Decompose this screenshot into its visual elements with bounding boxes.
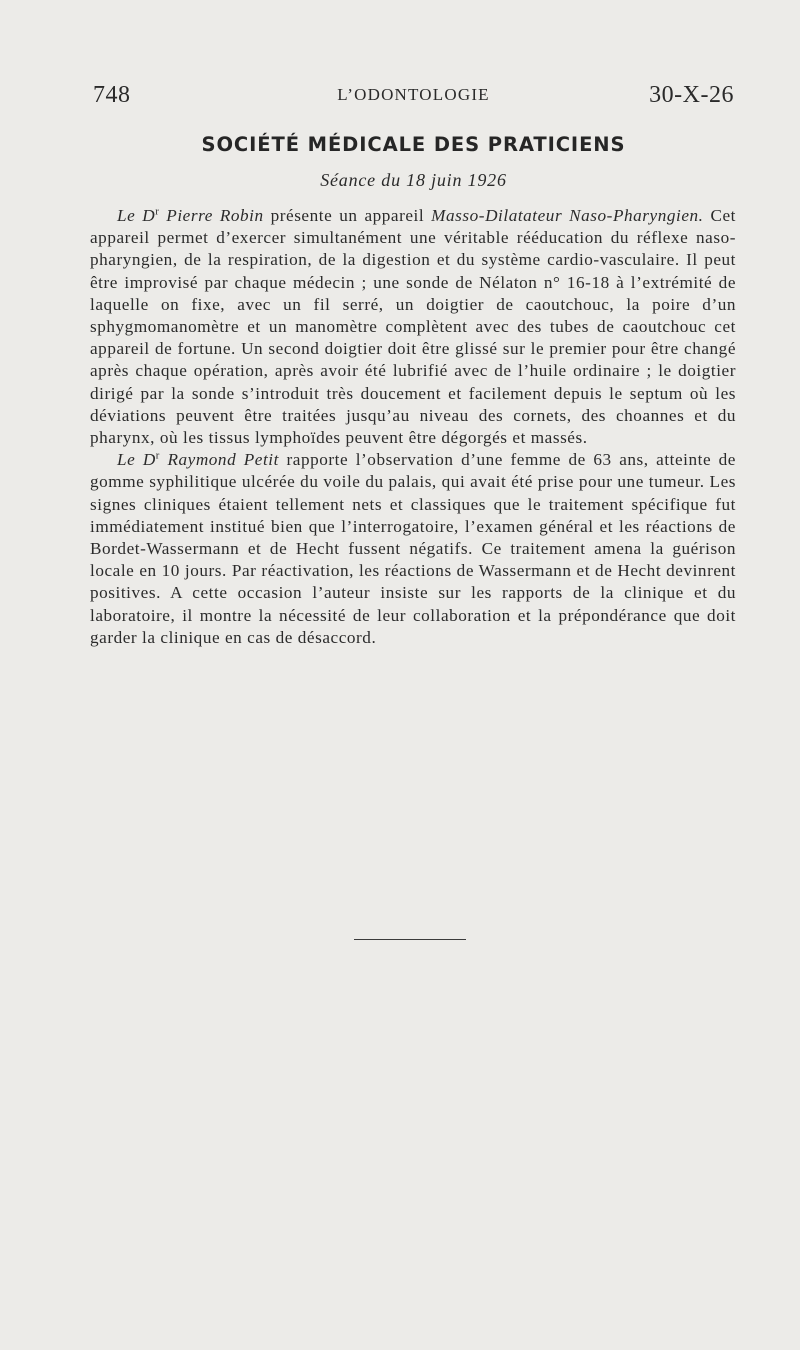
running-header: [93, 82, 734, 112]
paragraph-text: Cet appareil permet d’exercer simultanément une véritable rééducation du réflexe naso-pharyngien, de la respiration, de la digestion et du système cardio-vasculaire. Il peut être improvisé par chaque médecin ; une sonde de Nélaton n° 16-18 à l’extrémité de laquelle on fixe, avec un fil serré, un doigtier de caoutchouc, la poire d’un sphygmomanomètre et un manomètre complètent avec des tubes de caoutchouc cet appareil de fortune. Un second doigtier doit être glissé sur le premier pour être changé après chaque opération, après avoir été lubrifié avec de l’huile ordinaire ; le doigtier dirigé par la sonde s’introduit très doucement et facilement depuis le septum où les déviations peuvent être traitées jusqu’au niveau des cornets, des choannes et du pharynx, où les tissus lymphoïdes peuvent être dégorgés et massés.: [90, 206, 736, 448]
session-date: Séance du 18 juin 1926: [320, 170, 507, 190]
doctor-name: Pierre Robin: [166, 206, 264, 225]
journal-title: L’ODONTOLOGIE: [337, 85, 490, 104]
device-name: Masso-Dilatateur Naso-Pharyngien.: [431, 206, 704, 225]
doctor-title: Le D: [117, 206, 156, 225]
end-rule: [354, 939, 466, 940]
section-title: SOCIÉTÉ MÉDICALE DES PRATICIENS: [201, 133, 626, 156]
doctor-title-superscript: r: [155, 450, 160, 462]
issue-date: 30-X-26: [649, 82, 734, 108]
doctor-name: Raymond Petit: [167, 450, 279, 470]
doctor-title-superscript: r: [155, 206, 160, 218]
paragraph-robin: [90, 205, 736, 449]
paragraph-text: rapporte l’observation d’une femme de 63 ans, atteinte de gomme syphilitique ulcérée du voile du palais, qui avait été prise pour une tumeur. Les signes cliniques étaient tellement nets et classiques que le traitement spécifique fut immédiatement institué bien que l’interrogatoire, l’examen général et les réactions de Bordet-Wassermann et de Hecht fussent négatifs. Ce traitement amena la guérison locale en 10 jours. Par réactivation, les réactions de Wassermann et de Hecht devinrent positives. A cette occasion l’auteur insiste sur les rapports de la clinique et du laboratoire, il montre la nécessité de leur collaboration et la prépondérance que doit garder la clinique en cas de désaccord.: [90, 450, 736, 647]
doctor-title: Le D: [117, 450, 156, 470]
paragraph-petit: [90, 449, 736, 649]
page-number: 748: [93, 82, 131, 108]
article-body: [90, 205, 736, 649]
paragraph-text: présente un appareil: [263, 206, 432, 225]
